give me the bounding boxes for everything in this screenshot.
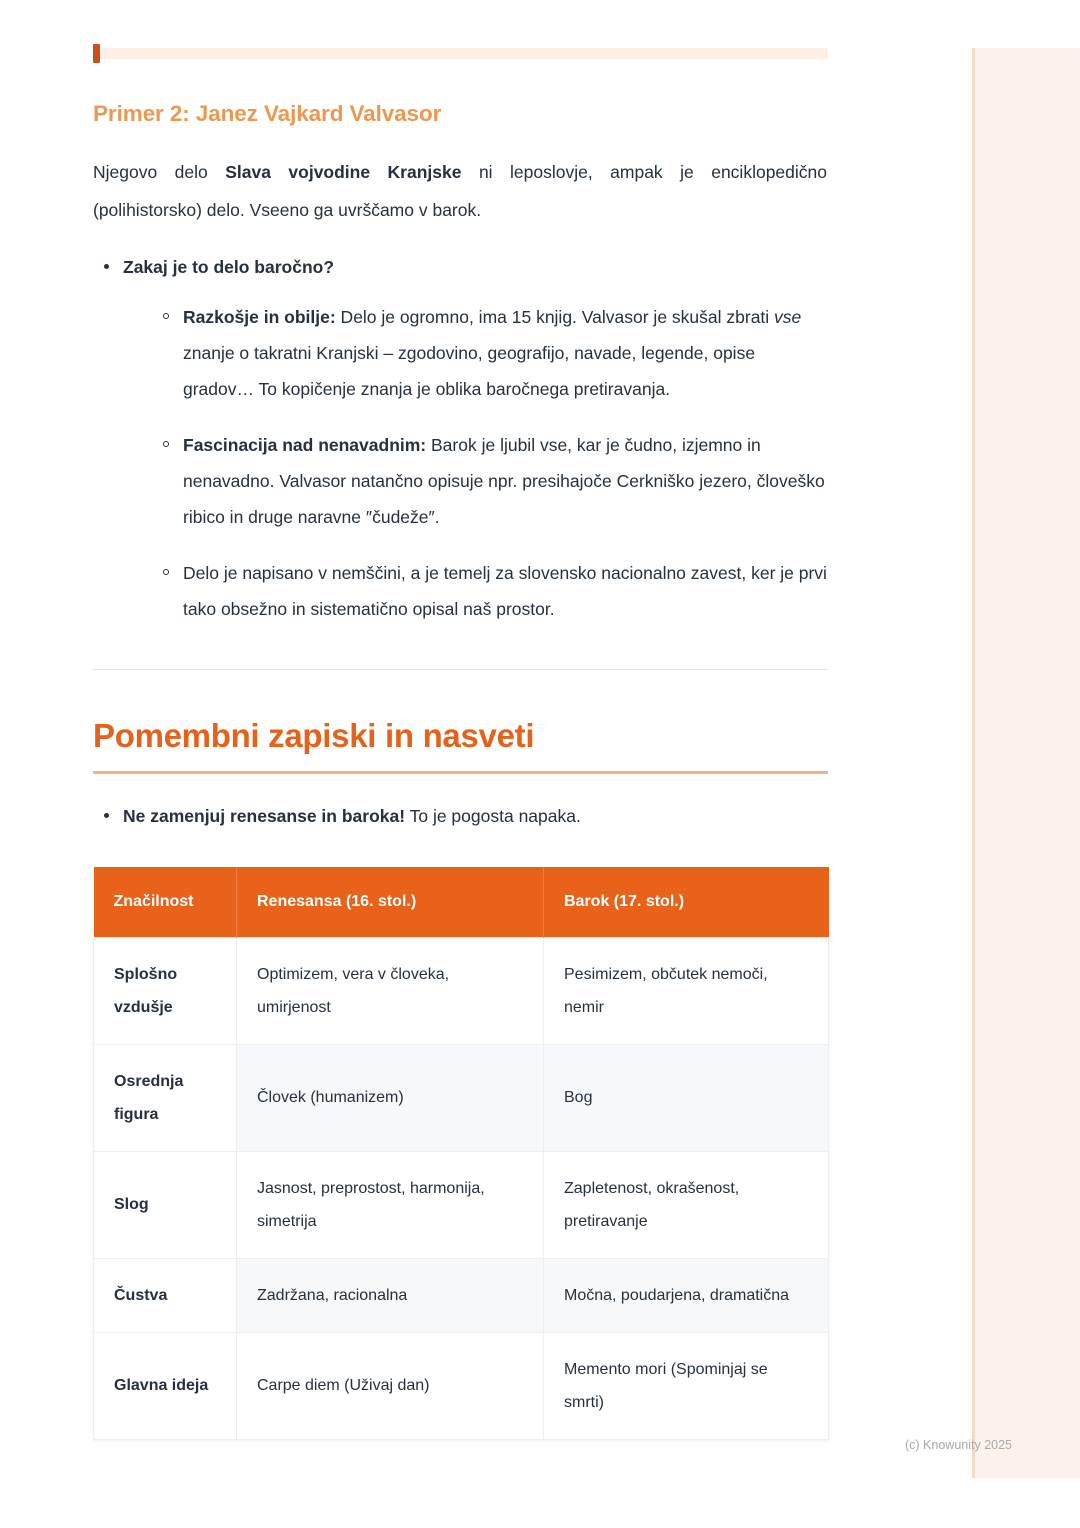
section-divider xyxy=(93,669,828,670)
table-row xyxy=(94,1044,829,1151)
table-body xyxy=(94,937,829,1439)
table-cell-key: Splošno vzdušje xyxy=(94,937,237,1044)
comparison-table xyxy=(93,867,829,1440)
table-cell-barok: Memento mori (Spominjaj se smrti) xyxy=(544,1332,829,1439)
bullet-dot-icon xyxy=(104,264,109,269)
notes-heading-underline xyxy=(93,771,828,774)
table-header-cell-znacilnost: Značilnost xyxy=(94,867,237,938)
intro-paragraph xyxy=(93,153,827,229)
intro-title-bold: Slava vojvodine Kranjske xyxy=(225,162,462,182)
document-page xyxy=(93,0,828,1528)
table-header-cell-barok: Barok (17. stol.) xyxy=(544,867,829,938)
baroque-reasons-list xyxy=(123,299,828,627)
tips-list xyxy=(93,801,828,831)
copyright-watermark: (c) Knowunity 2025 xyxy=(905,1438,1013,1452)
tip-rest: To je pogosta napaka. xyxy=(405,805,581,826)
point-text-1: Delo je napisano v nemščini, a je temelj za slovensko nacionalno zavest, ker je prvi tako obsežno in sistematično opisal naš prostor. xyxy=(183,563,827,619)
table-cell-renesansa: Optimizem, vera v človeka, umirjenost xyxy=(237,937,544,1044)
table-row xyxy=(94,937,829,1044)
table-row xyxy=(94,1151,829,1258)
list-item xyxy=(93,801,828,831)
list-item xyxy=(153,555,828,627)
question-label: Zakaj je to delo baročno? xyxy=(123,257,335,277)
bullet-dot-icon xyxy=(104,813,109,818)
table-cell-key: Glavna ideja xyxy=(94,1332,237,1439)
baroque-question-list xyxy=(93,251,828,627)
table-row xyxy=(94,1258,829,1332)
table-header-row xyxy=(94,867,829,938)
point-text-1: Delo je ogromno, ima 15 knjig. Valvasor je skušal zbrati xyxy=(335,307,775,327)
table-cell-barok: Močna, poudarjena, dramatična xyxy=(544,1258,829,1332)
table-head xyxy=(94,867,829,938)
notes-heading: Pomembni zapiski in nasveti xyxy=(93,717,535,754)
bullet-circle-icon xyxy=(163,313,169,319)
table-cell-key: Osrednja figura xyxy=(94,1044,237,1151)
point-text-1: Barok je ljubil vse, kar je čudno, izjemno in nenavadno. Valvasor natančno opisuje npr. presihajoče Cerkniško jezero, človeško ribico in druge naravne ″čudeže″. xyxy=(183,435,825,527)
list-item xyxy=(93,251,828,627)
right-decorative-strip xyxy=(972,48,1080,1478)
table-cell-barok: Zapletenost, okrašenost, pretiravanje xyxy=(544,1151,829,1258)
table-cell-renesansa: Zadržana, racionalna xyxy=(237,1258,544,1332)
table-cell-renesansa: Carpe diem (Uživaj dan) xyxy=(237,1332,544,1439)
intro-text-before: Njegovo delo xyxy=(93,162,226,182)
table-row xyxy=(94,1332,829,1439)
table-cell-key: Čustva xyxy=(94,1258,237,1332)
table-cell-renesansa: Človek (humanizem) xyxy=(237,1044,544,1151)
table-cell-barok: Bog xyxy=(544,1044,829,1151)
tip-bold: Ne zamenjuj renesanse in baroka! xyxy=(123,805,406,826)
point-lead: Fascinacija nad nenavadnim: xyxy=(183,435,427,455)
point-text-2: znanje o takratni Kranjski – zgodovino, geografijo, navade, legende, opise gradov… To kopičenje znanja je oblika baročnega pretiravanja. xyxy=(183,343,756,399)
intro-text-after: ni leposlovje, ampak je enciklopedično (polihistorsko) delo. Vseeno ga uvrščamo v barok. xyxy=(93,162,827,220)
section-heading: Primer 2: Janez Vajkard Valvasor xyxy=(93,101,442,126)
table-header-cell-renesansa: Renesansa (16. stol.) xyxy=(237,867,544,938)
table-cell-barok: Pesimizem, občutek nemoči, nemir xyxy=(544,937,829,1044)
point-italic: vse xyxy=(774,307,802,327)
list-item xyxy=(153,427,828,535)
point-lead: Razkošje in obilje: xyxy=(183,307,336,327)
table-cell-key: Slog xyxy=(94,1151,237,1258)
bullet-circle-icon xyxy=(163,441,169,447)
list-item xyxy=(153,299,828,407)
table-cell-renesansa: Jasnost, preprostost, harmonija, simetrija xyxy=(237,1151,544,1258)
bullet-circle-icon xyxy=(163,569,169,575)
